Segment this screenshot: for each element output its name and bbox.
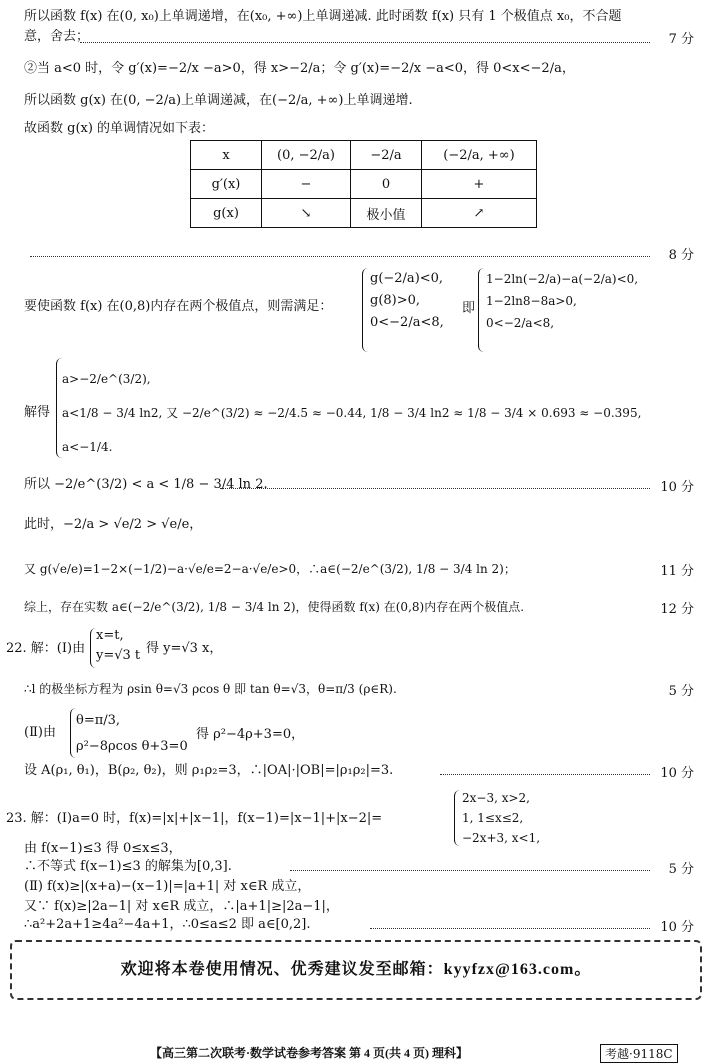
equation-line: ρ²−8ρcos θ+3=0 [76,739,188,754]
brace [362,268,369,352]
text-line: 故函数 g(x) 的单调情况如下表： [24,121,215,136]
brace [454,790,461,846]
dotted-leader [80,42,650,43]
equation-line: 1−2ln8−8a>0, [486,294,577,308]
equation-line: y=√3 t [96,648,141,663]
brace [478,268,485,352]
dotted-leader [30,256,650,257]
table-cell: 极小值 [351,199,422,228]
text-line: (Ⅱ) f(x)≥|(x+a)−(x−1)|=|a+1| 对 x∈R 成立， [24,879,311,894]
equation-system [76,708,188,760]
monotonicity-table [190,140,537,228]
table-row [191,199,537,228]
page-footer: 【高三第二次联考·数学试卷参考答案 第 4 页(共 4 页) 理科】 [150,1046,468,1060]
table-cell: (−2/a, +∞) [422,141,537,170]
dotted-leader [440,774,650,775]
text-fragment: 即 [462,301,476,316]
text-line: 由 f(x−1)≤3 得 0≤x≤3， [24,841,182,856]
table-cell: ↗ [422,199,537,228]
score-mark: 5 分 [668,862,694,877]
equation-line: 0<−2/a<8, [370,315,444,330]
equation-line: a>−2/e^(3/2), [62,372,151,386]
table-cell: + [422,170,537,199]
equation-line: 2x−3, x>2, [462,791,530,805]
equation-line: 1−2ln(−2/a)−a(−2/a)<0, [486,272,639,286]
equation-system [370,268,444,334]
exam-code-stamp: 考越·9118C [600,1044,678,1063]
table-cell: (0, −2/a) [262,141,351,170]
equation-system [462,788,540,848]
text-line: 23. 解：(Ⅰ)a=0 时，f(x)=|x|+|x−1|，f(x−1)=|x−1|+|x−2|= [6,811,383,826]
text-line: ∴l 的极坐标方程为 ρsin θ=√3 ρcos θ 即 tan θ=√3，θ=π/3 (ρ∈R). [24,682,397,696]
text-line: 又 g(√e/e)=1−2×(−1/2)−a·√e/e=2−a·√e/e>0，∴a∈(−2/e^(3/2), 1/8 − 3/4 ln 2)； [24,562,516,576]
score-mark: 10 分 [660,920,694,935]
equation-system [486,268,638,334]
text-line: ∴a²+2a+1≥4a²−4a+1，∴0≤a≤2 即 a∈[0,2]. [24,917,311,932]
text-line: 意，舍去； [24,29,90,44]
score-mark: 8 分 [668,248,694,263]
table-cell: − [262,170,351,199]
table-cell: −2/a [351,141,422,170]
text-fragment: (Ⅱ)由 [24,725,56,740]
equation-line: g(−2/a)<0, [370,271,444,286]
text-line: 此时，−2/a > √e/2 > √e/e， [24,517,203,532]
equation-system [62,362,641,464]
table-row [191,141,537,170]
text-line: 所以函数 g(x) 在(0, −2/a)上单调递减，在(−2/a, +∞)上单调递增. [24,93,413,108]
text-line: 设 A(ρ₁, θ₁)，B(ρ₂, θ₂)，则 ρ₁ρ₂=3，∴|OA|·|OB|=|ρ₁ρ₂|=3. [24,763,394,778]
table-cell: g(x) [191,199,262,228]
text-line: 综上，存在实数 a∈(−2/e^(3/2), 1/8 − 3/4 ln 2)，使得函数 f(x) 在(0,8)内存在两个极值点. [24,600,525,614]
score-mark: 5 分 [668,684,694,699]
table-cell: x [191,141,262,170]
table-cell: ↘ [262,199,351,228]
text-fragment: 得 ρ²−4ρ+3=0， [196,727,305,742]
text-fragment: 解得 [24,405,51,420]
text-line: 所以函数 f(x) 在(0, x₀)上单调递增，在(x₀, +∞)上单调递减. 此时函数 f(x) 只有 1 个极值点 x₀，不合题 [24,9,622,24]
text-line: 要使函数 f(x) 在(0,8)内存在两个极值点，则需满足： [24,299,333,314]
equation-line: θ=π/3, [76,713,121,728]
dotted-leader [290,870,650,871]
dotted-leader [370,928,650,929]
text-line: 又∵ f(x)≥|2a−1| 对 x∈R 成立，∴|a+1|≥|2a−1|， [24,899,339,914]
score-mark: 7 分 [668,32,694,47]
equation-line: 0<−2/a<8, [486,316,555,330]
dotted-leader [220,488,650,489]
feedback-banner: 欢迎将本卷使用情况、优秀建议发至邮箱：kyyfzx@163.com。 [10,940,702,1000]
score-mark: 10 分 [660,766,694,781]
score-mark: 11 分 [660,564,694,579]
question-label: 22. 解：(Ⅰ)由 [6,641,86,656]
text-fragment: 得 y=√3 x， [146,641,223,656]
equation-line: −2x+3, x<1, [462,831,541,845]
equation-line: a<−1/4. [62,440,113,454]
table-cell: g′(x) [191,170,262,199]
score-mark: 12 分 [660,602,694,617]
text-line: 所以 −2/e^(3/2) < a < 1/8 − 3/4 ln 2. [24,477,268,492]
equation-line: x=t, [96,628,124,643]
table-row [191,170,537,199]
text-line: ∴不等式 f(x−1)≤3 的解集为[0,3]. [24,859,232,874]
equation-line: 1, 1≤x≤2, [462,811,524,825]
text-line: ②当 a<0 时，令 g′(x)=−2/x −a>0，得 x>−2/a；令 g′(x)=−2/x −a<0，得 0<x<−2/a， [24,61,575,76]
equation-line: g(8)>0, [370,293,421,308]
table-cell: 0 [351,170,422,199]
score-mark: 10 分 [660,480,694,495]
equation-system [96,626,140,666]
equation-line: a<1/8 − 3/4 ln2, 又 −2/e^(3/2) ≈ −2/4.5 ≈ −0.44, 1/8 − 3/4 ln2 ≈ 1/8 − 3/4 × 0.693 ≈ −0.395, [62,406,642,420]
